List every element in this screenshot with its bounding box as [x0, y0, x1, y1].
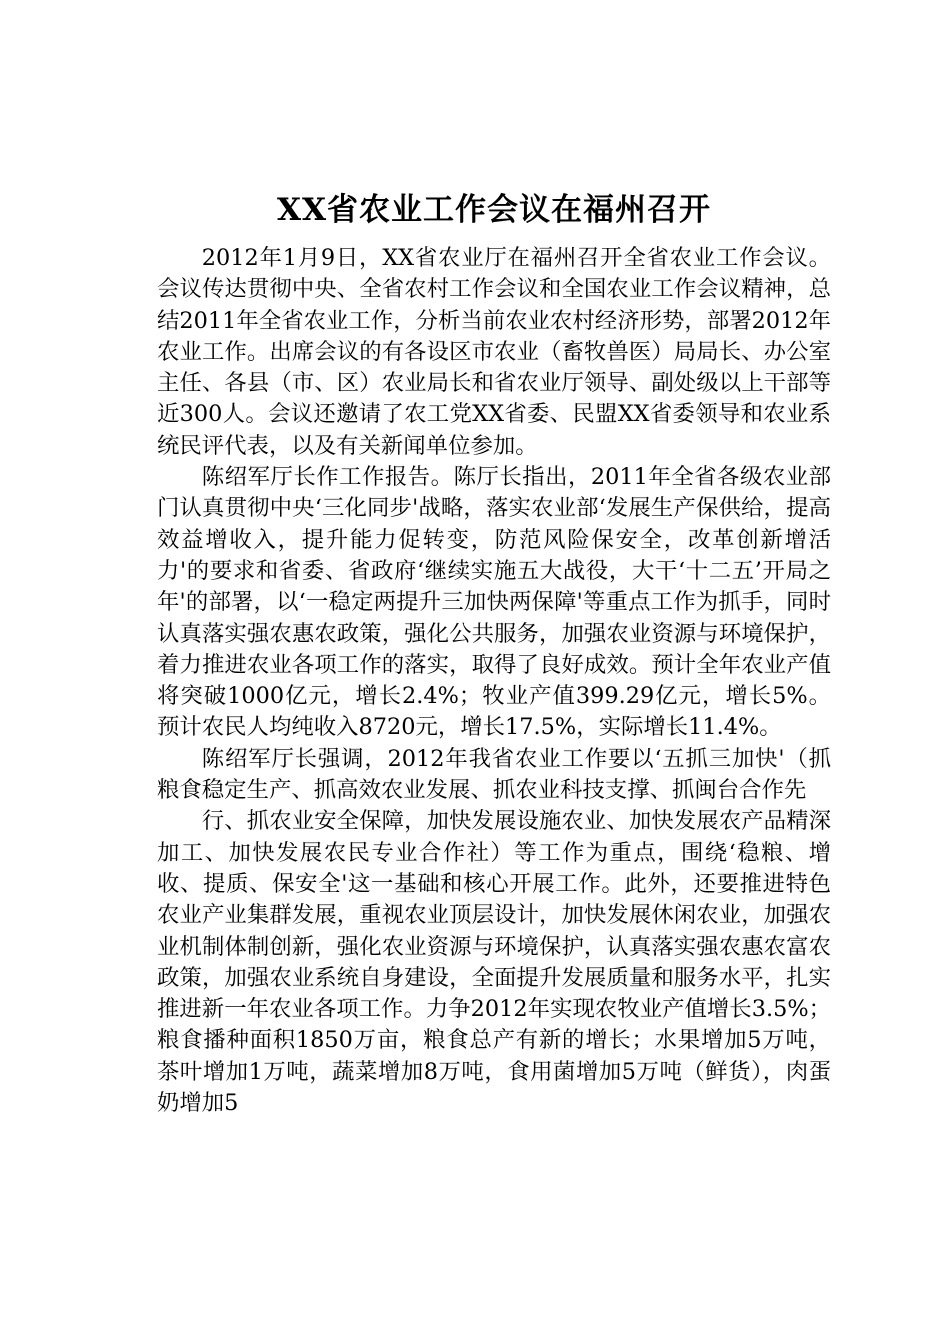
paragraph-work-report: 陈绍军厅长作工作报告。陈厅长指出，2011年全省各级农业部门认真贯彻中央‘三化同步'战略，落实农业部‘发展生产保供给，提高效益增收入，提升能力促转变，防范风险保安全，改革创新增活力'的要求和省委、省政府‘继续实施五大战役，大干‘十二五’开局之年'的部署，以‘一稳定两提升三加快两保障'等重点工作为抓手，同时认真落实强农惠农政策，强化公共服务，加强农业资源与环境保护，着力推进农业各项工作的落实，取得了良好成效。预计全年农业产值将突破1000亿元，增长2.4%；牧业产值399.29亿元，增长5%。预计农民人均纯收入8720元，增长17.5%，实际增长11.4%。 [157, 464, 831, 741]
document-title: XX省农业工作会议在福州召开 [276, 192, 712, 228]
document-page [157, 187, 831, 1119]
paragraph-2012-focus: 陈绍军厅长强调，2012年我省农业工作要以‘五抓三加快'（抓粮食稳定生产、抓高效农业发展、抓农业科技支撑、抓闽台合作先 [157, 745, 831, 804]
paragraph-meeting-intro: 2012年1月9日，XX省农业厅在福州召开全省农业工作会议。会议传达贯彻中央、全省农村工作会议和全国农业工作会议精神，总结2011年全省农业工作，分析当前农业农村经济形势，部署2012年农业工作。出席会议的有各设区市农业（畜牧兽医）局局长、办公室主任、各县（市、区）农业局长和省农业厅领导、副处级以上干部等近300人。会议还邀请了农工党XX省委、民盟XX省委领导和农业系统民评代表，以及有关新闻单位参加。 [157, 245, 831, 459]
paragraph-2012-targets: 行、抓农业安全保障，加快发展设施农业、加快发展农产品精深加工、加快发展农民专业合作社）等工作为重点，围绕‘稳粮、增收、提质、保安全'这一基础和核心开展工作。此外，还要推进特色农业产业集群发展，重视农业顶层设计，加快发展休闲农业，加强农业机制体制创新，强化农业资源与环境保护，认真落实强农惠农富农政策，加强农业系统自身建设，全面提升发展质量和服务水平，扎实推进新一年农业各项工作。力争2012年实现农牧业产值增长3.5%；粮食播种面积1850万亩，粮食总产有新的增长；水果增加5万吨，茶叶增加1万吨，蔬菜增加8万吨，食用菌增加5万吨（鲜货），肉蛋奶增加5 [157, 808, 831, 1117]
